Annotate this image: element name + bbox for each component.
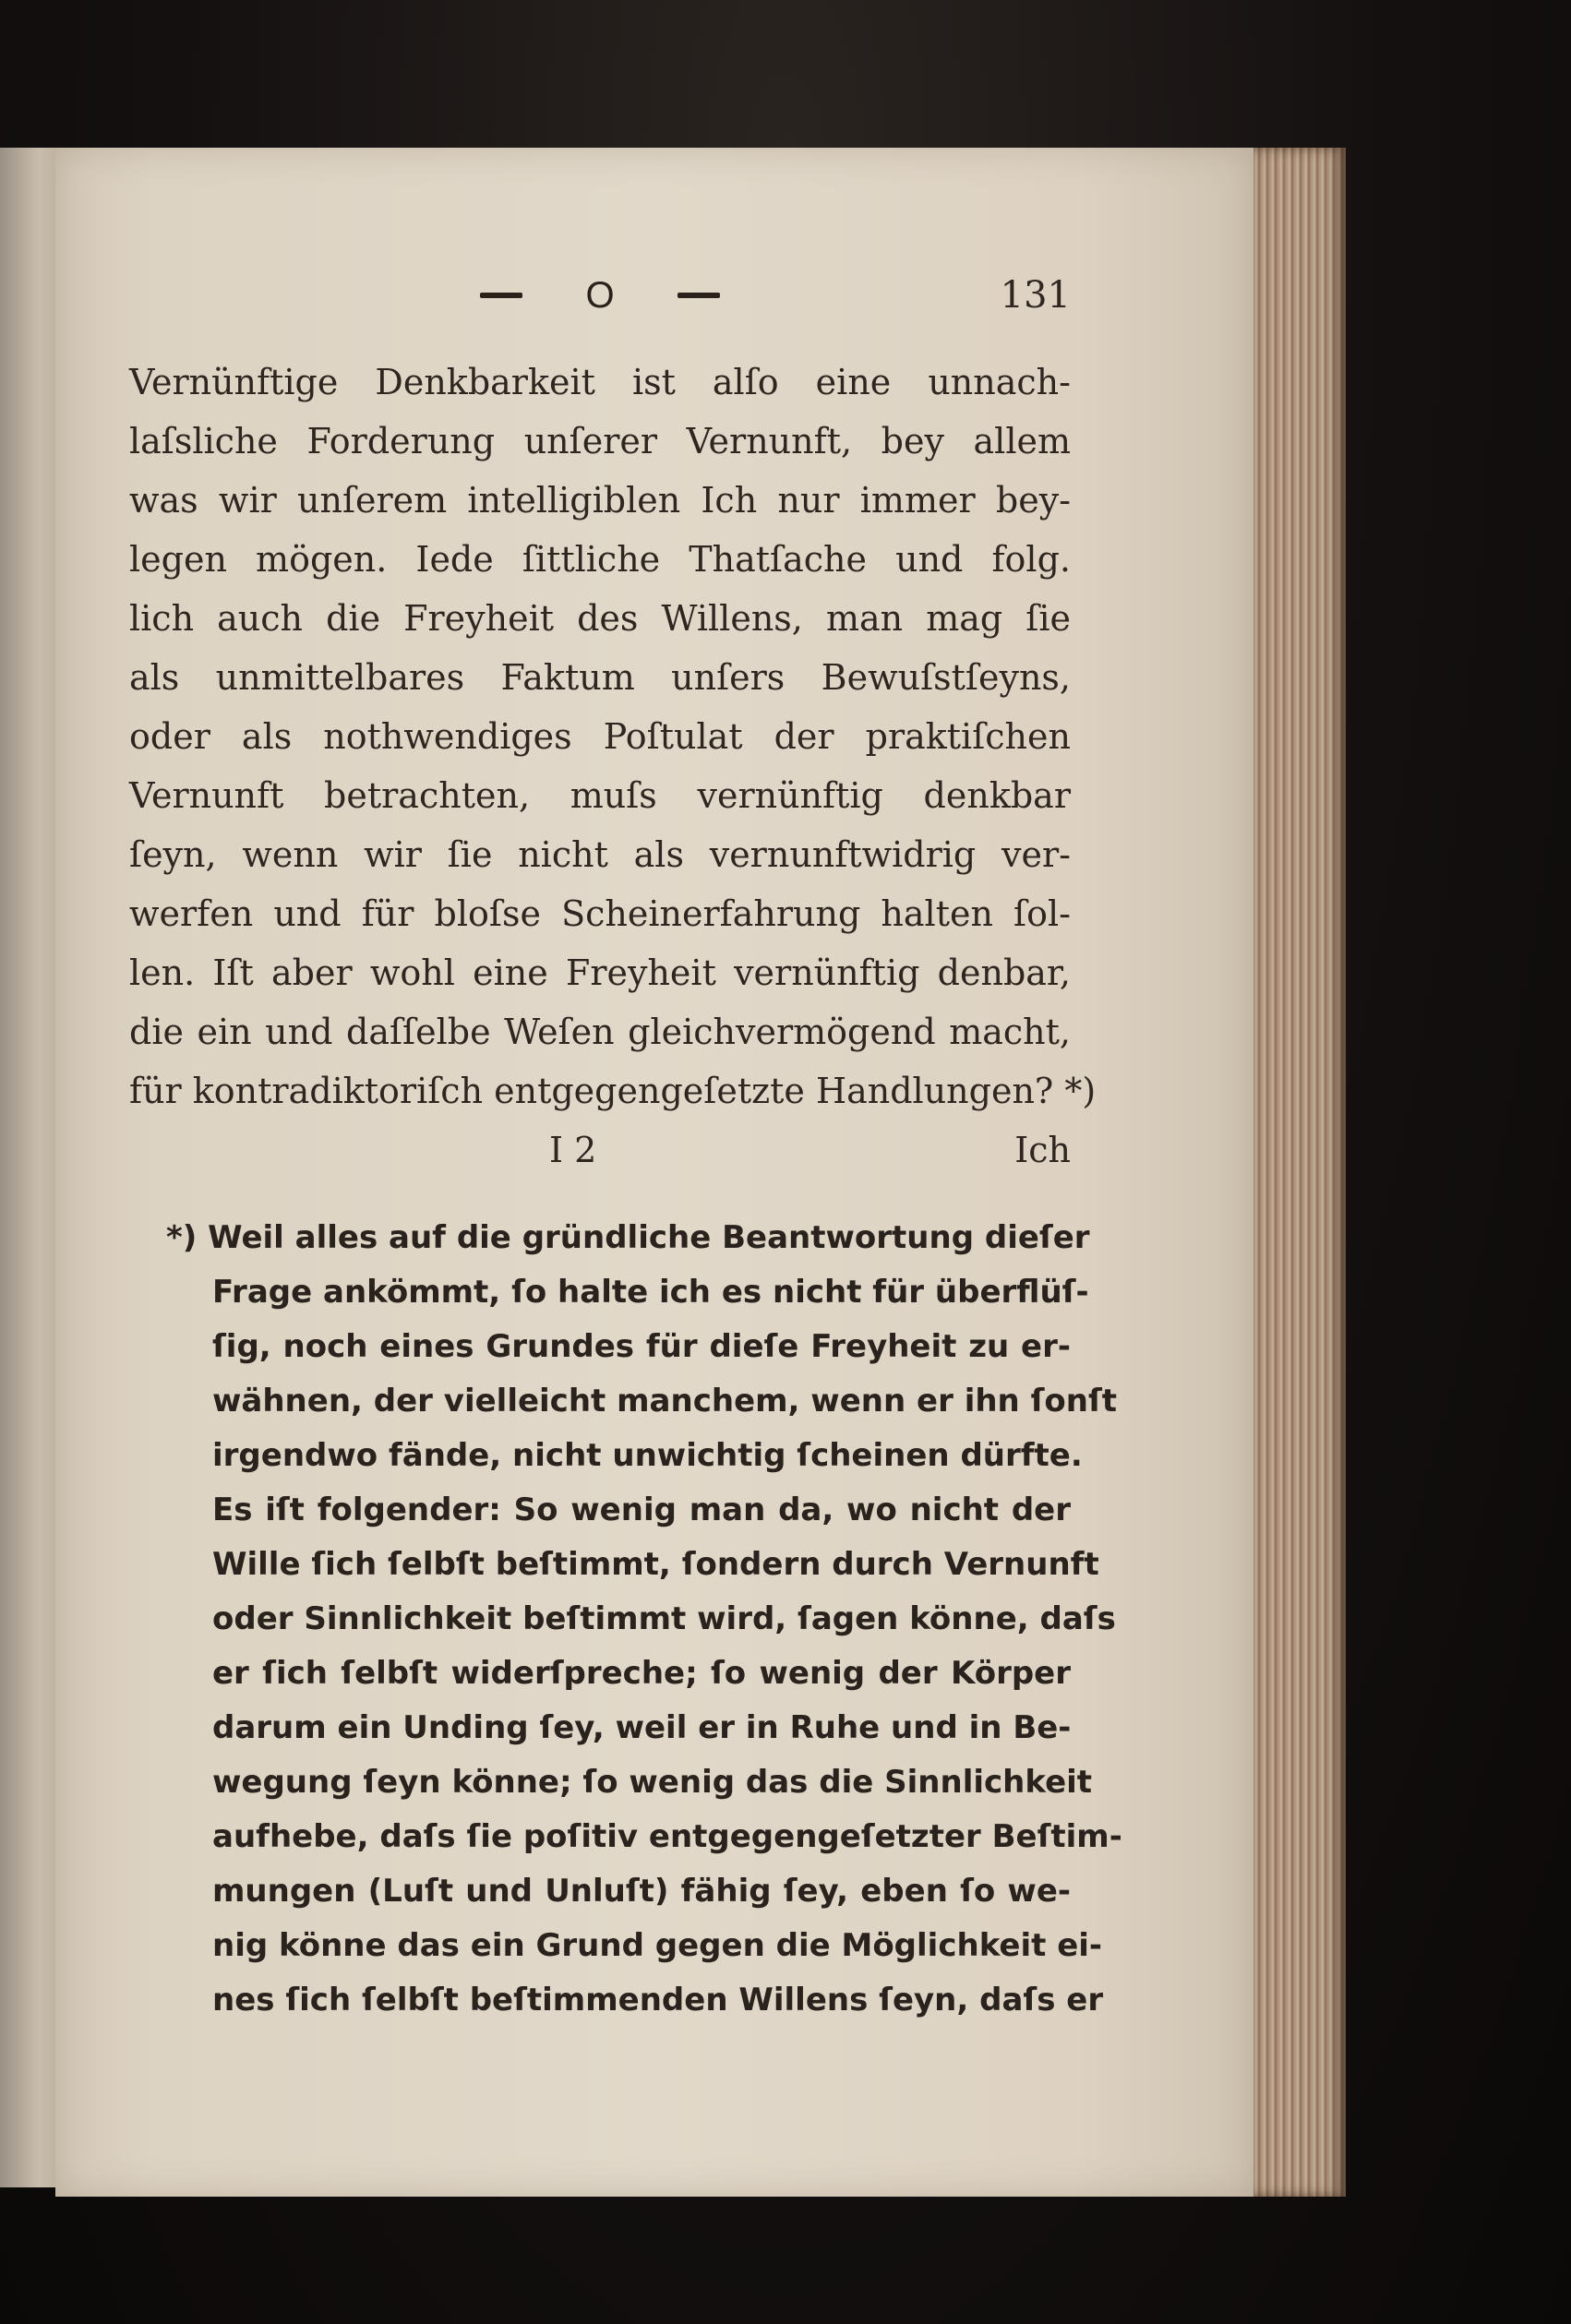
ornament-circle: O bbox=[585, 275, 615, 316]
header-ornament bbox=[480, 268, 720, 323]
page-fore-edge bbox=[1253, 148, 1346, 2197]
footnote-line: nes ſich ſelbſt beſtimmenden Willens ſeyn, daſs er bbox=[212, 1982, 1104, 2019]
body-line: laſsliche Forderung unſerer Vernunft, bey allem bbox=[129, 421, 1071, 461]
ornament-dash-right bbox=[678, 293, 720, 298]
catchword: Ich bbox=[1014, 1130, 1071, 1170]
footnote-line: nig könne das ein Grund gegen die Möglichkeit ei- bbox=[212, 1927, 1103, 1964]
body-line: für kontradiktoriſch entgegengeſetzte Handlungen? *) bbox=[129, 1071, 1097, 1111]
signature-mark: I 2 bbox=[549, 1130, 597, 1170]
footnote-line: aufhebe, daſs ſie poſitiv entgegengeſetzter Beſtim- bbox=[212, 1818, 1122, 1855]
body-text bbox=[129, 353, 1097, 1180]
footnote-line: ſig, noch eines Grundes für dieſe Freyheit zu er- bbox=[212, 1328, 1071, 1365]
body-line: werfen und für bloſse Scheinerfahrung halten ſol- bbox=[129, 893, 1071, 934]
page-number: 131 bbox=[1000, 274, 1071, 317]
ornament-dash-left bbox=[480, 293, 522, 298]
body-line: lich auch die Freyheit des Willens, man mag ſie bbox=[129, 598, 1071, 639]
footnote bbox=[166, 1211, 1122, 2028]
body-line: oder als nothwendiges Poſtulat der praktiſchen bbox=[129, 716, 1071, 757]
signature-line bbox=[129, 1120, 1071, 1180]
footnote-line: Frage ankömmt, ſo halte ich es nicht für überflüſ- bbox=[212, 1274, 1089, 1311]
body-line: len. Iſt aber wohl eine Freyheit vernünftig denbar, bbox=[129, 952, 1071, 993]
footnote-line: *) Weil alles auf die gründliche Beantwortung dieſer bbox=[166, 1219, 1090, 1256]
footnote-line: wähnen, der vielleicht manchem, wenn er ihn ſonſt bbox=[212, 1383, 1117, 1420]
footnote-line: Es iſt folgender: So wenig man da, wo nicht der bbox=[212, 1491, 1071, 1528]
footnote-line: Wille ſich ſelbſt beſtimmt, ſondern durch Vernunft bbox=[212, 1546, 1099, 1583]
page-header bbox=[480, 268, 1071, 323]
footnote-line: oder Sinnlichkeit beſtimmt wird, ſagen könne, daſs bbox=[212, 1600, 1116, 1637]
body-line: was wir unſerem intelligiblen Ich nur immer bey- bbox=[129, 480, 1071, 521]
body-line: ſeyn, wenn wir ſie nicht als vernunftwidrig ver- bbox=[129, 834, 1071, 875]
body-line: die ein und daſſelbe Weſen gleichvermögend macht, bbox=[129, 1012, 1071, 1052]
body-line: als unmittelbares Faktum unſers Bewuſstſeyns, bbox=[129, 657, 1071, 698]
footnote-line: mungen (Luſt und Unluſt) fähig ſey, eben ſo we- bbox=[212, 1873, 1071, 1910]
footnote-line: darum ein Unding ſey, weil er in Ruhe und in Be- bbox=[212, 1709, 1072, 1746]
body-line: Vernünftige Denkbarkeit ist alſo eine unnach- bbox=[129, 362, 1071, 402]
footnote-line: wegung ſeyn könne; ſo wenig das die Sinnlichkeit bbox=[212, 1764, 1093, 1801]
body-line: legen mögen. Iede ſittliche Thatſache und folg. bbox=[129, 539, 1071, 580]
body-line: Vernunft betrachten, muſs vernünftig denkbar bbox=[129, 775, 1071, 816]
footnote-line: er ſich ſelbſt widerſpreche; ſo wenig der Körper bbox=[212, 1655, 1071, 1692]
footnote-line: irgendwo fände, nicht unwichtig ſcheinen dürfte. bbox=[212, 1437, 1083, 1474]
